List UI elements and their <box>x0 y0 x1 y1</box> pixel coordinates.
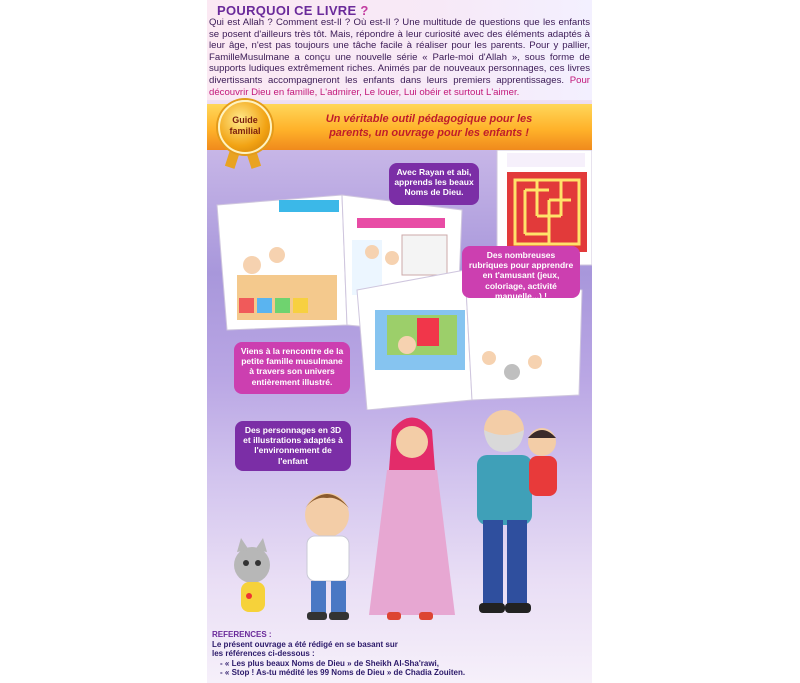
banner-line-2: parents, un ouvrage pour les enfants ! <box>329 127 529 139</box>
reference-item-text: « Stop ! As-tu médité les 99 Noms de Dieu » de Chadia Zouiten. <box>224 668 466 678</box>
badge-line-1: Guide <box>232 115 258 125</box>
page-title-mark: ? <box>360 3 369 18</box>
family-characters-illustration <box>207 400 592 628</box>
callout-personnages-3d: Des personnages en 3D et illustrations adaptés à l'environnement de l'enfant <box>235 421 351 471</box>
intro-accent-text: Pour découvrir Dieu en famille, L'admirer, Le louer, Lui obéir et surtout L'aimer. <box>209 74 590 98</box>
banner-text <box>279 112 579 140</box>
references-heading: REFERENCES : <box>212 630 272 639</box>
intro-text: Qui est Allah ? Comment est-Il ? Où est-Il ? Une multitude de questions que les enfants se posent d'ailleurs très tôt. Mais, répondre à leur curiosité avec des éléments adaptés à leur âge, n'est pas toujours une tâche facile à réaliser pour les parents. Pour y pallier, FamilleMusulmane a conçu une nouvelle série « Parle-moi d'Allah », sous forme de supports ludiques extrêmement riches. Animés par de nouveaux personnages, ces livres divertissants accompagneront les enfants dans leurs premiers apprentissages. <box>209 17 590 86</box>
guide-familial-badge <box>218 100 272 154</box>
reference-item: - « Les plus beaux Noms de Dieu » de Sheikh Al-Sha'rawi, <box>220 658 440 668</box>
callout-rubriques: Des nombreuses rubriques pour apprendre en t'amusant (jeux, coloriage, activité manuelle...) ! <box>462 246 580 298</box>
father-character <box>477 410 532 613</box>
intro-paragraph <box>209 17 590 98</box>
baby-character <box>528 428 557 496</box>
badge-line-2: familial <box>229 126 261 136</box>
references-section <box>212 630 587 678</box>
page-title <box>217 3 369 18</box>
boy-character <box>305 493 349 620</box>
book-promo-page <box>207 0 592 683</box>
cat-character <box>234 538 270 612</box>
banner-line-1: Un véritable outil pédagogique pour les <box>325 113 533 125</box>
page-title-text: POURQUOI CE LIVRE <box>217 3 357 18</box>
reference-item-text: « Les plus beaux Noms de Dieu » de Sheikh Al-Sha'rawi, <box>224 658 440 668</box>
references-line-1: Le présent ouvrage a été rédigé en se basant sur <box>212 639 398 649</box>
reference-item: - « Stop ! As-tu médité les 99 Noms de Dieu » de Chadia Zouiten. <box>220 668 466 678</box>
callout-famille: Viens à la rencontre de la petite famille musulmane à travers son univers entièrement illustré. <box>234 342 350 394</box>
callout-beaux-noms: Avec Rayan et abi, apprends les beaux Noms de Dieu. <box>389 163 479 205</box>
mother-character <box>369 418 455 621</box>
references-line-2: les références ci-dessous : <box>212 649 315 659</box>
